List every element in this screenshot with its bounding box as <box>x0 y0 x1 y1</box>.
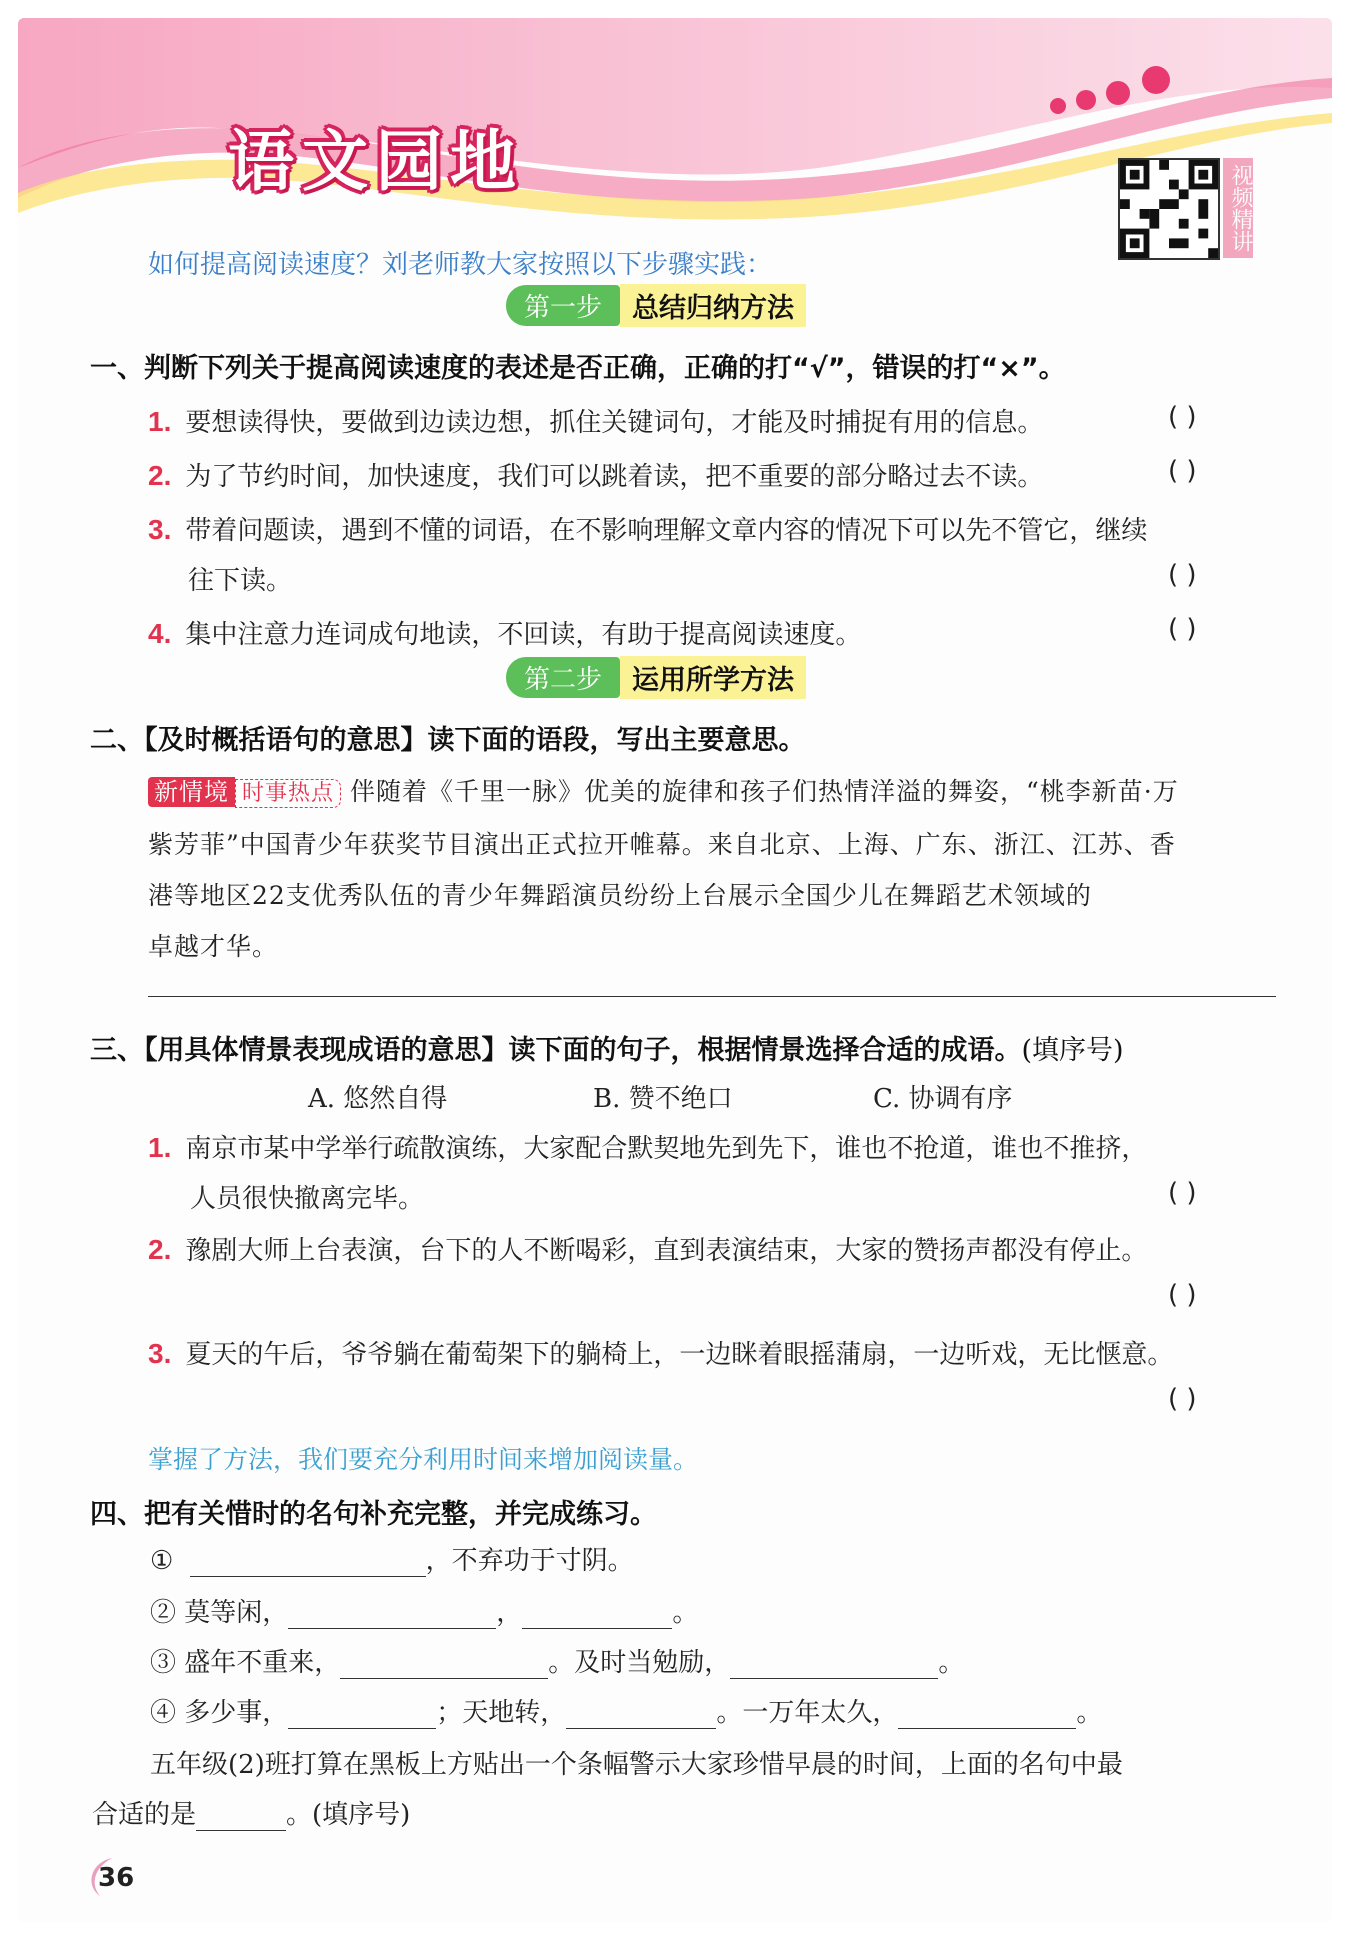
fill-blank[interactable] <box>522 1602 672 1629</box>
line-text: ， <box>496 1598 523 1628</box>
line-text: 。 <box>672 1598 699 1628</box>
option-a: A. 悠然自得 <box>308 1084 448 1114</box>
dot-icon <box>1142 66 1170 94</box>
answer-paren[interactable]: ( ) <box>1168 1280 1197 1310</box>
circled-number: ① <box>150 1546 174 1576</box>
item-number: 4. <box>148 618 172 649</box>
page <box>18 18 1332 1922</box>
passage-line: 伴随着《千里一脉》优美的旋律和孩子们热情洋溢的舞姿，“桃李新苗·万 <box>349 777 1179 806</box>
answer-line[interactable] <box>148 996 1276 997</box>
item-text-cont: 人员很快撤离完毕。 <box>190 1184 425 1214</box>
passage-line: 卓越才华。 <box>148 932 279 961</box>
q4-para-line-1: 五年级(2)班打算在黑板上方贴出一个条幅警示大家珍惜早晨的时间，上面的名句中最 <box>150 1750 1123 1780</box>
q4-title: 四、把有关惜时的名句补充完整，并完成练习。 <box>90 1499 657 1530</box>
step1-text: 总结归纳方法 <box>620 284 806 327</box>
item-text: 带着问题读，遇到不懂的词语，在不影响理解文章内容的情况下可以先不管它，继续 <box>185 516 1148 546</box>
answer-paren[interactable]: ( ) <box>1168 1384 1197 1414</box>
answer-paren[interactable]: ( ) <box>1168 560 1197 590</box>
item-text: 夏天的午后，爷爷躺在葡萄架下的躺椅上，一边眯着眼摇蒲扇，一边听戏，无比惬意。 <box>185 1340 1174 1370</box>
dot-icon <box>1076 90 1096 110</box>
line-text: 。及时当勉励， <box>548 1648 731 1678</box>
list-item <box>148 1230 1147 1267</box>
fill-blank[interactable] <box>340 1652 548 1679</box>
item-number: 3. <box>148 514 172 545</box>
circled-number: ④ <box>150 1698 177 1728</box>
item-number: 3. <box>148 1338 172 1369</box>
page-number: 36 <box>98 1863 135 1893</box>
fill-blank[interactable] <box>288 1602 496 1629</box>
page-title: 语文园地 <box>228 123 524 200</box>
option-b: B. 赞不绝口 <box>593 1084 733 1114</box>
answer-paren[interactable]: ( ) <box>1168 614 1197 644</box>
answer-paren[interactable]: ( ) <box>1168 1178 1197 1208</box>
q4-line-2 <box>150 1592 698 1629</box>
q4-line-3 <box>150 1642 964 1679</box>
dot-icon <box>1106 81 1130 105</box>
dot-icon <box>1050 98 1066 114</box>
answer-paren[interactable]: ( ) <box>1168 456 1197 486</box>
intro-text: 如何提高阅读速度？刘老师教大家按照以下步骤实践： <box>148 250 773 280</box>
line-text: 莫等闲， <box>184 1598 289 1628</box>
line-text: 。(填序号) <box>286 1800 411 1830</box>
q4-line-4 <box>150 1692 1102 1729</box>
circled-number: ③ <box>150 1648 177 1678</box>
line-text: 盛年不重来， <box>184 1648 341 1678</box>
step1-pill: 第一步 <box>506 285 620 326</box>
step1-heading <box>506 286 806 324</box>
item-text: 要想读得快，要做到边读边想，抓住关键词句，才能及时捕捉有用的信息。 <box>185 408 1044 438</box>
q3-title <box>90 1028 1124 1067</box>
list-item <box>148 1334 1173 1371</box>
list-item <box>148 510 1147 547</box>
tip-text: 掌握了方法，我们要充分利用时间来增加阅读量。 <box>148 1445 699 1474</box>
tag-new-context: 新情境 <box>148 777 235 807</box>
fill-blank[interactable] <box>196 1804 286 1831</box>
answer-paren[interactable]: ( ) <box>1168 402 1197 432</box>
q4-line-1 <box>150 1540 634 1577</box>
item-text-cont: 往下读。 <box>188 566 293 596</box>
item-text: 集中注意力连词成句地读，不回读，有助于提高阅读速度。 <box>185 620 862 650</box>
step2-heading <box>506 658 806 696</box>
item-text: 为了节约时间，加快速度，我们可以跳着读，把不重要的部分略过去不读。 <box>185 462 1044 492</box>
passage-line: 紫芳菲”中国青少年获奖节目演出正式拉开帷幕。来自北京、上海、广东、浙江、江苏、香 <box>148 830 1176 859</box>
fill-blank[interactable] <box>730 1652 938 1679</box>
step2-pill: 第二步 <box>506 657 620 698</box>
step2-text: 运用所学方法 <box>620 656 806 699</box>
tag-current-events: 时事热点 <box>235 779 341 808</box>
list-item <box>148 614 861 651</box>
item-text: 南京市某中学举行疏散演练，大家配合默契地先到先下，谁也不抢道，谁也不推挤， <box>185 1134 1148 1164</box>
fill-blank[interactable] <box>566 1702 716 1729</box>
line-text: 多少事， <box>184 1698 289 1728</box>
list-item <box>148 1128 1147 1165</box>
qr-label: 视频精讲 <box>1223 158 1253 258</box>
q2-title: 二、【及时概括语句的意思】读下面的语段，写出主要意思。 <box>90 725 806 756</box>
item-number: 1. <box>148 406 172 437</box>
line-text: 合适的是 <box>92 1800 197 1830</box>
item-number: 1. <box>148 1132 172 1163</box>
fill-blank[interactable] <box>190 1550 426 1577</box>
q3-title-text: 三、【用具体情景表现成语的意思】读下面的句子，根据情景选择合适的成语。 <box>90 1035 1022 1066</box>
item-number: 2. <box>148 1234 172 1265</box>
line-text: 。 <box>938 1648 965 1678</box>
option-c: C. 协调有序 <box>873 1084 1013 1114</box>
q4-para-line-2 <box>92 1794 410 1831</box>
q3-title-suffix: (填序号) <box>1021 1035 1124 1066</box>
fill-blank[interactable] <box>898 1702 1076 1729</box>
line-text: ，不弃功于寸阴。 <box>425 1546 634 1576</box>
line-text: 。 <box>1076 1698 1103 1728</box>
line-text: 。一万年太久， <box>716 1698 899 1728</box>
list-item <box>148 456 1043 493</box>
q2-passage <box>148 766 1298 972</box>
item-text: 豫剧大师上台表演，台下的人不断喝彩，直到表演结束，大家的赞扬声都没有停止。 <box>185 1236 1148 1266</box>
passage-line: 港等地区22支优秀队伍的青少年舞蹈演员纷纷上台展示全国少儿在舞蹈艺术领域的 <box>148 881 1092 910</box>
fill-blank[interactable] <box>288 1702 436 1729</box>
qr-code-icon[interactable] <box>1118 158 1220 260</box>
context-tag <box>148 766 341 819</box>
q1-title: 一、判断下列关于提高阅读速度的表述是否正确，正确的打“√”，错误的打“×”。 <box>90 353 1066 384</box>
circled-number: ② <box>150 1598 177 1628</box>
list-item <box>148 402 1043 439</box>
item-number: 2. <box>148 460 172 491</box>
line-text: ；天地转， <box>436 1698 567 1728</box>
